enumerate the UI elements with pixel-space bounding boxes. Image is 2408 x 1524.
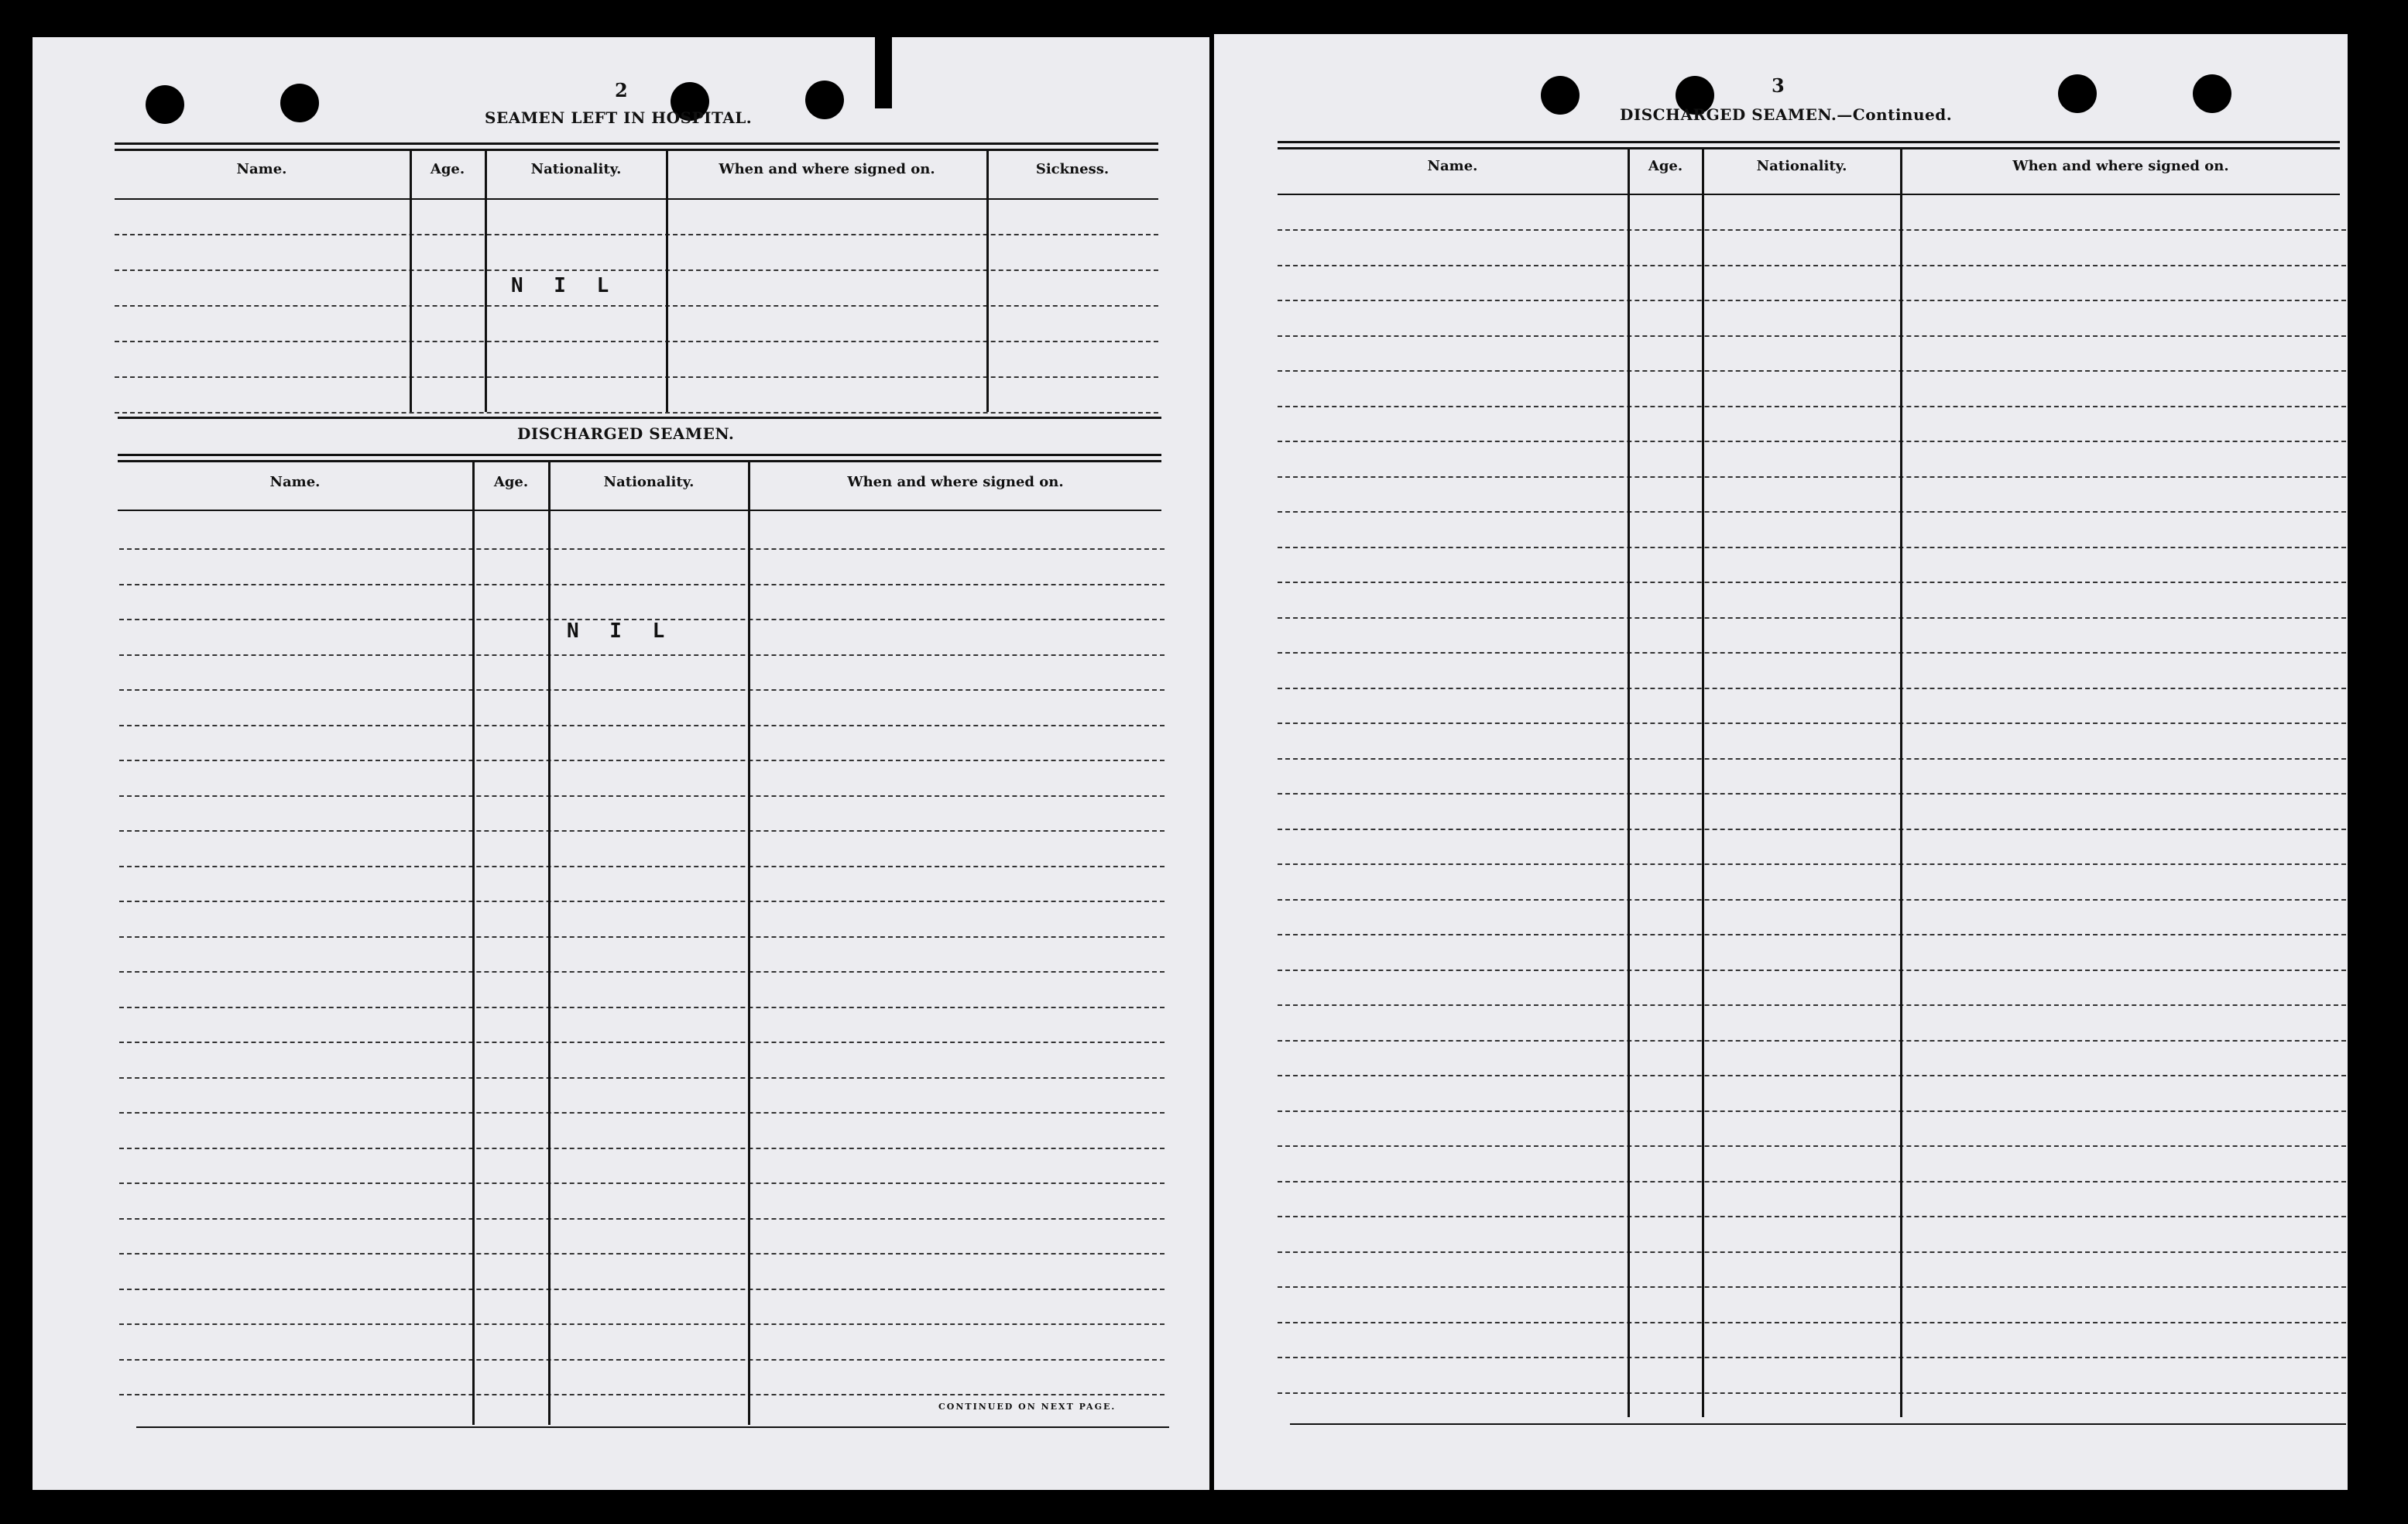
punch-hole [2193,74,2231,113]
header-signed-on: When and where signed on. [847,474,1064,490]
column-divider [410,149,412,412]
punch-hole [1541,76,1580,115]
column-divider [1702,147,1704,1417]
ruled-line [119,1394,1165,1395]
ruled-line [119,795,1165,797]
ruled-line [1278,1216,2346,1217]
column-divider [666,149,668,412]
ruled-line [119,866,1165,867]
binding-tear [875,37,892,108]
ruled-line [1278,300,2346,301]
page-number: 3 [1772,74,1785,97]
ruled-line [1278,582,2346,583]
ruled-line [1278,934,2346,935]
ruled-line [115,269,1158,271]
header-nationality: Nationality. [530,161,622,177]
header-age: Age. [1648,158,1683,174]
ruled-line [119,1148,1165,1149]
hospital-section-title: SEAMEN LEFT IN HOSPITAL. [485,108,753,127]
hospital-nil-entry: N I L [511,274,619,297]
ruled-line [119,1112,1165,1114]
continued-footer: CONTINUED ON NEXT PAGE. [938,1402,1117,1412]
ruled-line [1278,758,2346,760]
ruled-line [119,689,1165,691]
header-name: Name. [269,474,321,490]
ruled-line [119,936,1165,938]
ruled-line [119,901,1165,902]
rule [118,417,1161,419]
ruled-line [1278,1110,2346,1112]
ruled-line [119,1007,1165,1008]
ruled-line [1278,406,2346,407]
ruled-line [1278,1322,2346,1323]
ruled-line [1278,1075,2346,1076]
ruled-line [115,305,1158,307]
ruled-line [1278,441,2346,442]
ruled-line [1278,1251,2346,1253]
rule [1278,147,2340,149]
ruled-line [1278,1181,2346,1182]
page-number: 2 [615,79,628,101]
right-page [1214,34,2348,1490]
ruled-line [1278,511,2346,513]
ruled-line [115,341,1158,342]
ruled-line [1278,970,2346,971]
column-divider [986,149,989,412]
ruled-line [1278,688,2346,689]
ruled-line [119,830,1165,832]
column-divider [472,460,475,1425]
ruled-line [1278,547,2346,548]
ruled-line [115,376,1158,378]
ruled-line [119,584,1165,585]
ruled-line [119,1253,1165,1255]
left-page [33,37,1209,1490]
ruled-line [119,971,1165,973]
punch-hole [280,84,319,122]
punch-hole [2058,74,2097,113]
ruled-line [119,1182,1165,1184]
ruled-line [119,1323,1165,1325]
discharged-continued-title: DISCHARGED SEAMEN.—Continued. [1620,105,1953,124]
ruled-line [1278,617,2346,619]
column-divider [548,460,551,1425]
ruled-line [1278,1286,2346,1288]
ruled-line [1278,1004,2346,1006]
discharged-section-title: DISCHARGED SEAMEN. [517,424,735,443]
discharged-nil-entry: N I L [567,620,674,643]
ruled-line [1278,863,2346,865]
column-divider [485,149,487,412]
header-rule [1278,194,2340,195]
rule [118,454,1161,456]
ruled-line [1278,1357,2346,1358]
ruled-line [119,654,1165,656]
rule [115,149,1158,151]
ruled-line [1278,793,2346,795]
header-age: Age. [493,474,529,490]
ruled-line [1278,476,2346,478]
ruled-line [1278,370,2346,372]
header-nationality: Nationality. [603,474,695,490]
ruled-line [119,548,1165,550]
ruled-line [1278,265,2346,266]
ruled-line [119,1042,1165,1043]
ruled-line [1278,899,2346,901]
ruled-line [1278,829,2346,830]
ruled-line [1278,1145,2346,1147]
ruled-line [1278,652,2346,654]
ruled-line [115,412,1158,414]
header-age: Age. [430,161,465,177]
header-sickness: Sickness. [1035,161,1110,177]
ruled-line [115,234,1158,235]
ruled-line [1278,1040,2346,1042]
ruled-line [119,725,1165,726]
header-signed-on: When and where signed on. [2012,158,2229,174]
punch-hole [146,85,184,124]
column-divider [1900,147,1902,1417]
ruled-line [119,1218,1165,1220]
ruled-line [119,1359,1165,1361]
ruled-line [1278,1392,2346,1394]
header-signed-on: When and where signed on. [719,161,935,177]
closing-rule [1290,1423,2346,1425]
ruled-line [119,1289,1165,1290]
header-nationality: Nationality. [1756,158,1847,174]
rule [115,142,1158,145]
rule [1278,141,2340,143]
header-name: Name. [1427,158,1478,174]
header-rule [118,510,1161,511]
ruled-line [119,760,1165,761]
header-rule [115,198,1158,200]
column-divider [748,460,750,1425]
header-name: Name. [236,161,287,177]
punch-hole [805,81,844,119]
ruled-line [1278,229,2346,231]
ruled-line [1278,723,2346,724]
ruled-line [1278,335,2346,337]
column-divider [1628,147,1630,1417]
rule [118,460,1161,462]
ruled-line [119,1077,1165,1079]
closing-rule [136,1426,1169,1428]
